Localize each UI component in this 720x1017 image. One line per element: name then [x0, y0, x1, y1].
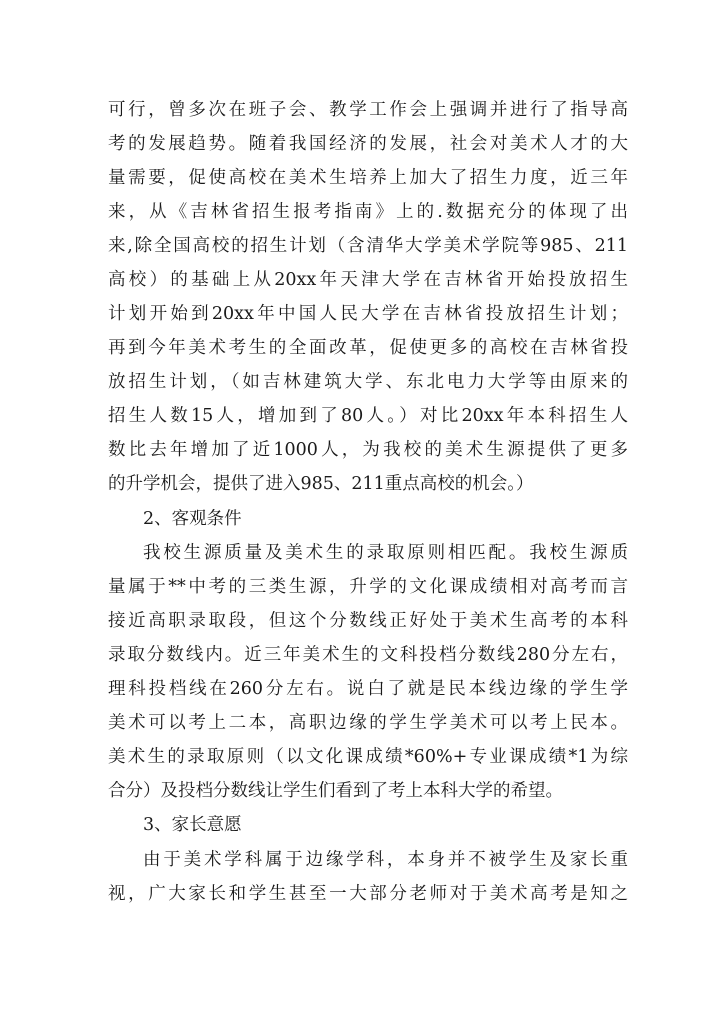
- section-heading-objective-conditions: 2、客观条件: [143, 509, 242, 529]
- text-line: 可行，曾多次在班子会、教学工作会上强调并进行了指导高: [108, 100, 628, 120]
- text-line: 高校）的基础上从20xx年天津大学在吉林省开始投放招生: [108, 270, 628, 290]
- text-line: 美术可以考上二本，高职边缘的学生学美术可以考上民本。: [108, 713, 628, 733]
- text-line: 放招生计划，（如吉林建筑大学、东北电力大学等由原来的: [108, 372, 628, 392]
- text-line: 视，广大家长和学生甚至一大部分老师对于美术高考是知之: [108, 884, 628, 904]
- text-line: 再到今年美术考生的全面改革，促使更多的高校在吉林省投: [108, 338, 628, 358]
- section-heading-parent-wishes: 3、家长意愿: [143, 815, 242, 835]
- text-line: 美术生的录取原则（以文化课成绩*60%+专业课成绩*1为综: [108, 747, 628, 767]
- text-line: 的升学机会，提供了进入985、211重点高校的机会。）: [108, 474, 534, 494]
- text-line: 量属于**中考的三类生源，升学的文化课成绩相对高考而言: [108, 577, 628, 597]
- text-line: 理科投档线在260分左右。说白了就是民本线边缘的学生学: [108, 679, 628, 699]
- text-line: 合分）及投档分数线让学生们看到了考上本科大学的希望。: [108, 781, 563, 801]
- text-line: 计划开始到20xx年中国人民大学在吉林省投放招生计划；: [108, 304, 628, 324]
- text-line: 接近高职录取段，但这个分数线正好处于美术生高考的本科: [108, 611, 628, 631]
- text-line: 录取分数线内。近三年美术生的文科投档分数线280分左右，: [108, 645, 628, 665]
- text-line: 量需要，促使高校在美术生培养上加大了招生力度，近三年: [108, 168, 628, 188]
- text-line: 数比去年增加了近1000人，为我校的美术生源提供了更多: [108, 440, 628, 460]
- text-line: 来，从《吉林省招生报考指南》上的.数据充分的体现了出: [108, 202, 628, 222]
- text-line: 我校生源质量及美术生的录取原则相匹配。我校生源质: [143, 543, 628, 563]
- text-line: 由于美术学科属于边缘学科，本身并不被学生及家长重: [143, 850, 628, 870]
- text-line: 来,除全国高校的招生计划（含清华大学美术学院等985、211: [108, 236, 628, 256]
- text-line: 考的发展趋势。随着我国经济的发展，社会对美术人才的大: [108, 134, 628, 154]
- text-line: 招生人数15人，增加到了80人。）对比20xx年本科招生人: [108, 406, 628, 426]
